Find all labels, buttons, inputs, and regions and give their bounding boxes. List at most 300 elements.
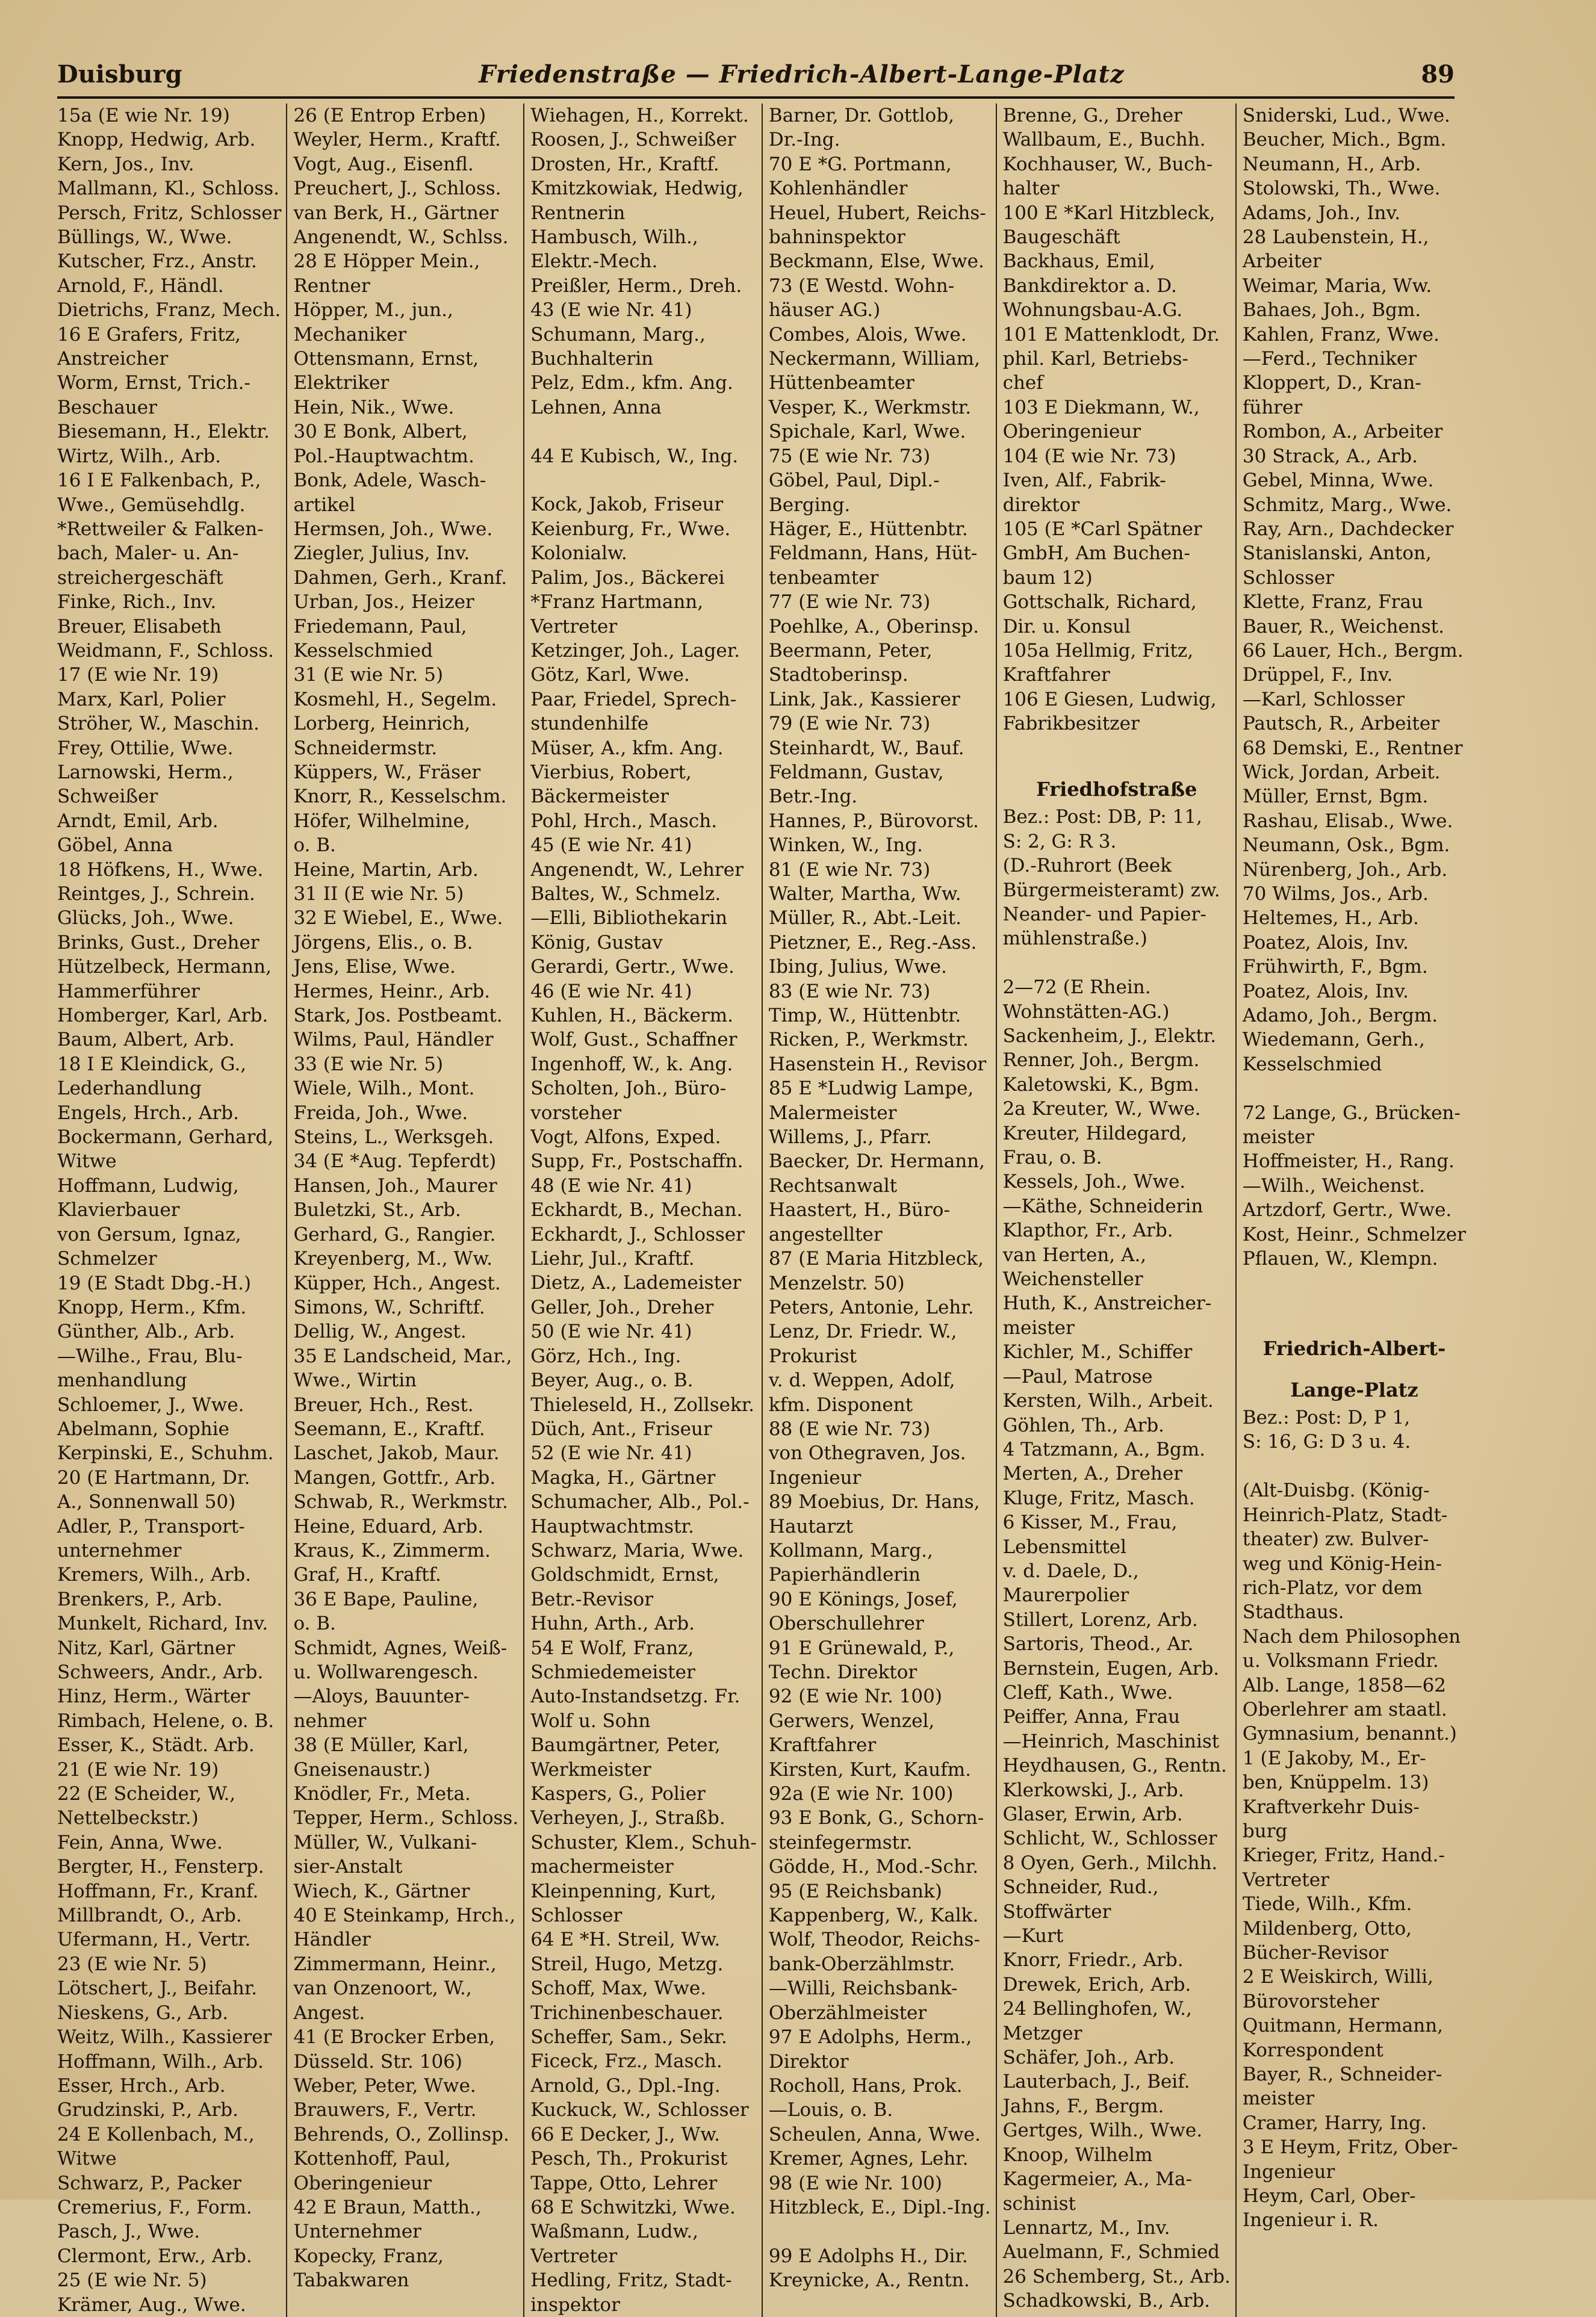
directory-entry: 79 (E wie Nr. 73) bbox=[768, 713, 931, 735]
directory-entry: Höpper, M., jun., bbox=[293, 299, 453, 321]
directory-entry: Buletzki, St., Arb. bbox=[293, 1199, 461, 1221]
directory-entry: 93 E Bonk, G., Schorn- bbox=[768, 1807, 984, 1829]
directory-entry: Wallbaum, E., Buchh. bbox=[1002, 129, 1206, 151]
directory-entry: Bäckermeister bbox=[530, 786, 669, 808]
directory-entry: Günther, Alb., Arb. bbox=[57, 1321, 235, 1343]
directory-entry: 91 E Grünewald, P., bbox=[768, 1637, 955, 1659]
directory-entry: Bankdirektor a. D. bbox=[1002, 275, 1177, 297]
directory-entry: —Kurt bbox=[1002, 1925, 1064, 1947]
blank-line bbox=[1243, 1454, 1466, 1478]
directory-entry: 28 Laubenstein, H., bbox=[1242, 226, 1429, 249]
column-6 bbox=[1235, 104, 1471, 2317]
directory-entry: 38 (E Müller, Karl, bbox=[293, 1734, 469, 1757]
directory-entry: Ingenieur bbox=[1242, 2160, 1335, 2183]
directory-entry: A., Sonnenwall 50) bbox=[57, 1491, 236, 1513]
directory-entry: Mechaniker bbox=[293, 323, 407, 346]
directory-entry: Hoffmann, Ludwig, bbox=[57, 1174, 239, 1197]
directory-entry: Tepper, Herm., Schloss. bbox=[293, 1807, 519, 1829]
directory-entry: Auelmann, F., Schmied bbox=[1002, 2241, 1220, 2263]
directory-entry: 45 (E wie Nr. 41) bbox=[530, 834, 692, 857]
directory-entry: Kochhauser, W., Buch- bbox=[1002, 153, 1213, 175]
directory-entry: Hauptwachtmstr. bbox=[530, 1515, 694, 1537]
directory-entry: 21 (E wie Nr. 19) bbox=[57, 1758, 219, 1781]
directory-entry: *Rettweiler & Falken- bbox=[57, 518, 264, 540]
directory-entry: Schneider, Rud., bbox=[1002, 1876, 1159, 1899]
directory-entry: 103 E Diekmann, W., bbox=[1002, 396, 1200, 418]
directory-entry: Nitz, Karl, Gärtner bbox=[57, 1637, 235, 1659]
directory-entry: 18 Höfkens, H., Wwe. bbox=[57, 858, 264, 881]
directory-entry: 83 (E wie Nr. 73) bbox=[768, 980, 931, 1002]
directory-entry: 52 (E wie Nr. 41) bbox=[530, 1442, 692, 1465]
directory-entry: 16 E Grafers, Fritz, bbox=[57, 323, 241, 346]
header-street-range: Friedenstraße — Friedrich-Albert-Lange-Platz bbox=[479, 60, 1125, 88]
directory-entry: Poatez, Alois, Inv. bbox=[1242, 931, 1409, 954]
directory-entry: Klerkowski, J., Arb. bbox=[1002, 1779, 1184, 1801]
directory-entry: Hein, Nik., Wwe. bbox=[293, 396, 455, 418]
directory-entry: Lenz, Dr. Friedr. W., bbox=[768, 1321, 957, 1343]
directory-entry: 18 I E Kleindick, G., bbox=[57, 1053, 247, 1075]
directory-entry: 95 (E Reichsbank) bbox=[768, 1880, 942, 1902]
directory-entry: Drosten, Hr., Kraftf. bbox=[530, 153, 719, 175]
directory-entry: 54 E Wolf, Franz, bbox=[530, 1637, 694, 1659]
directory-entry: Gertges, Wilh., Wwe. bbox=[1002, 2120, 1203, 2142]
directory-entry: 36 E Bape, Pauline, bbox=[293, 1588, 479, 1610]
directory-entry: Baugeschäft bbox=[1002, 226, 1120, 249]
directory-entry: Gerhard, G., Rangier. bbox=[293, 1223, 496, 1245]
directory-entry: Streil, Hugo, Metzg. bbox=[530, 1953, 724, 1975]
directory-entry: (D.-Ruhrort (Beek bbox=[1002, 855, 1172, 877]
directory-entry: Iven, Alf., Fabrik- bbox=[1002, 470, 1166, 492]
directory-entry: 100 E *Karl Hitzbleck, bbox=[1002, 202, 1216, 224]
directory-entry: Göbel, Paul, Dipl.- bbox=[768, 470, 940, 492]
directory-entry: Ingenieur i. R. bbox=[1242, 2209, 1379, 2232]
directory-entry: van Onzenoort, W., bbox=[293, 1977, 472, 2000]
directory-entry: Schmiedemeister bbox=[530, 1661, 695, 1683]
directory-entry: u. Volksmann Friedr. bbox=[1242, 1650, 1439, 1672]
blank-line bbox=[1243, 1271, 1466, 1295]
directory-entry: Backhaus, Emil, bbox=[1002, 250, 1155, 273]
directory-entry: —Karl, Schlosser bbox=[1242, 688, 1405, 710]
directory-entry: Hitzbleck, E., Dipl.-Ing. bbox=[768, 2196, 991, 2218]
directory-entry: 46 (E wie Nr. 41) bbox=[530, 980, 692, 1002]
directory-entry: 25 (E wie Nr. 5) bbox=[57, 2269, 207, 2292]
directory-entry: 85 E *Ludwig Lampe, bbox=[768, 1078, 974, 1100]
directory-entry: Walter, Martha, Ww. bbox=[768, 883, 961, 905]
directory-entry: sier-Anstalt bbox=[293, 1856, 403, 1878]
directory-entry: Brenne, G., Dreher bbox=[1002, 105, 1182, 126]
directory-entry: Wiedemann, Gerh., bbox=[1242, 1029, 1425, 1051]
directory-entry: Fein, Anna, Wwe. bbox=[57, 1831, 223, 1853]
directory-entry: Dr.-Ing. bbox=[768, 129, 840, 151]
directory-entry: Stadthaus. bbox=[1242, 1601, 1344, 1624]
directory-entry: Lennartz, M., Inv. bbox=[1002, 2216, 1170, 2239]
directory-entry: Behrends, O., Zollinsp. bbox=[293, 2123, 509, 2145]
directory-entry: burg bbox=[1242, 1820, 1288, 1842]
directory-entry: Willems, J., Pfarr. bbox=[768, 1126, 932, 1149]
directory-entry: 32 E Wiebel, E., Wwe. bbox=[293, 907, 503, 929]
directory-entry: Lorberg, Heinrich, bbox=[293, 713, 471, 735]
directory-entry: Schmitz, Marg., Wwe. bbox=[1242, 494, 1452, 516]
directory-entry: Nettelbeckstr.) bbox=[57, 1807, 199, 1829]
directory-entry: Betr.-Ing. bbox=[768, 786, 858, 808]
directory-entry: Küpper, Hch., Angest. bbox=[293, 1272, 501, 1294]
directory-entry: Prokurist bbox=[768, 1345, 857, 1367]
directory-entry: weg und König-Hein- bbox=[1242, 1552, 1442, 1575]
directory-entry: —Louis, o. B. bbox=[768, 2099, 893, 2121]
directory-entry: Klavierbauer bbox=[57, 1199, 180, 1221]
directory-entry: Lebensmittel bbox=[1002, 1536, 1127, 1558]
directory-entry: 66 E Decker, J., Ww. bbox=[530, 2123, 720, 2145]
directory-entry: Witwe bbox=[57, 1150, 117, 1173]
directory-entry: Schäfer, Joh., Arb. bbox=[1002, 2047, 1175, 2069]
directory-entry: 2 E Weiskirch, Willi, bbox=[1242, 1966, 1433, 1988]
directory-entry: 105 (E *Carl Spätner bbox=[1002, 518, 1202, 540]
directory-entry: Schlicht, W., Schlosser bbox=[1002, 1828, 1217, 1850]
directory-entry: Clermont, Erw., Arb. bbox=[57, 2245, 252, 2267]
street-heading: Friedhofstraße bbox=[1036, 777, 1197, 801]
directory-entry: Magka, H., Gärtner bbox=[530, 1466, 716, 1489]
directory-entry: Thieleseld, H., Zollsekr. bbox=[530, 1394, 755, 1416]
directory-entry: Pol.-Hauptwachtm. bbox=[293, 445, 474, 467]
directory-entry: Kessels, Joh., Wwe. bbox=[1002, 1171, 1186, 1193]
directory-entry: 99 E Adolphs H., Dir. bbox=[768, 2245, 968, 2267]
directory-entry: 40 E Steinkamp, Hrch., bbox=[293, 1905, 516, 1927]
directory-entry: 33 (E wie Nr. 5) bbox=[293, 1053, 444, 1075]
directory-entry: Schumacher, Alb., Pol.- bbox=[530, 1491, 750, 1513]
directory-entry: Neckermann, William, bbox=[768, 348, 980, 370]
directory-entry: 81 (E wie Nr. 73) bbox=[768, 858, 931, 881]
directory-entry: Göhlen, Th., Arb. bbox=[1002, 1414, 1165, 1436]
directory-entry: Hasenstein H., Revisor bbox=[768, 1053, 987, 1075]
running-head bbox=[57, 60, 1455, 96]
directory-entry: Neander- und Papier- bbox=[1002, 903, 1206, 925]
directory-entry: Poehlke, A., Oberinsp. bbox=[768, 615, 980, 637]
directory-entry: S: 2, G: R 3. bbox=[1002, 830, 1117, 852]
directory-entry: Jörgens, Elis., o. B. bbox=[293, 931, 473, 954]
directory-entry: Munkelt, Richard, Inv. bbox=[57, 1613, 269, 1635]
directory-entry: Graf, H., Kraftf. bbox=[293, 1564, 441, 1586]
directory-entry: Vogt, Alfons, Exped. bbox=[530, 1126, 721, 1149]
directory-entry: Breuer, Elisabeth bbox=[57, 615, 222, 637]
directory-entry: 15a (E wie Nr. 19) bbox=[57, 105, 230, 126]
directory-entry: steinfegermstr. bbox=[768, 1831, 913, 1853]
directory-entry: Buchhalterin bbox=[530, 348, 654, 370]
directory-entry: Bürovorsteher bbox=[1242, 1990, 1379, 2012]
directory-entry: Oberingenieur bbox=[293, 2172, 432, 2194]
directory-entry: Cleff, Kath., Wwe. bbox=[1002, 1681, 1173, 1704]
directory-entry: Metzger bbox=[1002, 2022, 1082, 2044]
column-4 bbox=[762, 104, 996, 2317]
directory-entry: Wick, Jordan, Arbeit. bbox=[1242, 761, 1441, 783]
directory-entry: Kolonialw. bbox=[530, 542, 627, 565]
directory-entry: Hansen, Joh., Maurer bbox=[293, 1174, 497, 1197]
directory-entry: 16 I E Falkenbach, P., bbox=[57, 470, 261, 492]
directory-entry: Heym, Carl, Ober- bbox=[1242, 2185, 1416, 2207]
directory-entry: Pautsch, R., Arbeiter bbox=[1242, 713, 1440, 735]
directory-entry: Krieger, Fritz, Hand.- bbox=[1242, 1844, 1445, 1867]
directory-entry: Cremerius, F., Form. bbox=[57, 2196, 252, 2218]
directory-entry: Kesselschmied bbox=[293, 639, 433, 662]
directory-entry: Glaser, Erwin, Arb. bbox=[1002, 1804, 1183, 1825]
directory-entry: bach, Maler- u. An- bbox=[57, 542, 239, 565]
directory-entry: Kappenberg, W., Kalk. bbox=[768, 1905, 979, 1927]
directory-entry: 31 (E wie Nr. 5) bbox=[293, 664, 444, 686]
directory-entry: Scholten, Joh., Büro- bbox=[530, 1078, 727, 1100]
directory-entry: Kirsten, Kurt, Kaufm. bbox=[768, 1758, 971, 1781]
directory-entry: Kutscher, Frz., Anstr. bbox=[57, 250, 257, 273]
directory-entry: Kosmehl, H., Segelm. bbox=[293, 688, 497, 710]
directory-entry: Dietrichs, Franz, Mech. bbox=[57, 299, 281, 321]
directory-entry: Barner, Dr. Gottlob, bbox=[768, 105, 955, 126]
directory-entry: Baum, Albert, Arb. bbox=[57, 1029, 235, 1051]
directory-entry: 28 E Höpper Mein., bbox=[293, 250, 480, 273]
directory-entry: 50 (E wie Nr. 41) bbox=[530, 1321, 692, 1343]
directory-entry: Frau, o. B. bbox=[1002, 1147, 1102, 1169]
directory-entry: Hermsen, Joh., Wwe. bbox=[293, 518, 493, 540]
column-5 bbox=[996, 104, 1235, 2317]
directory-entry: Verheyen, J., Straßb. bbox=[530, 1807, 725, 1829]
directory-entry: meister bbox=[1242, 1126, 1315, 1149]
directory-entry: Wiehagen, H., Korrekt. bbox=[530, 105, 749, 126]
directory-entry: Kuhlen, H., Bäckerm. bbox=[530, 1005, 733, 1026]
directory-entry: 22 (E Scheider, W., bbox=[57, 1783, 236, 1805]
directory-entry: Kock, Jakob, Friseur bbox=[530, 494, 724, 516]
directory-entry: Malermeister bbox=[768, 1102, 897, 1124]
directory-entry: Angenendt, W., Lehrer bbox=[530, 858, 744, 881]
directory-entry: Goldschmidt, Ernst, bbox=[530, 1564, 719, 1586]
directory-entry: —Aloys, Bauunter- bbox=[293, 1686, 470, 1708]
directory-entry: Kern, Jos., Inv. bbox=[57, 153, 194, 175]
directory-entry: Müller, Ernst, Bgm. bbox=[1242, 786, 1429, 808]
directory-entry: Gebel, Minna, Wwe. bbox=[1242, 470, 1434, 492]
directory-entry: Heine, Martin, Arb. bbox=[293, 858, 479, 881]
directory-entry: Lehnen, Anna bbox=[530, 396, 662, 418]
directory-entry: Rimbach, Helene, o. B. bbox=[57, 1710, 275, 1732]
directory-entry: Millbrandt, O., Arb. bbox=[57, 1905, 242, 1927]
directory-entry: Hautarzt bbox=[768, 1515, 853, 1537]
column-3 bbox=[523, 104, 762, 2317]
blank-line bbox=[1003, 951, 1231, 975]
directory-entry: Ficeck, Frz., Masch. bbox=[530, 2050, 722, 2073]
directory-entry: Kraftfahrer bbox=[1002, 664, 1110, 686]
directory-entry: Vesper, K., Werkmstr. bbox=[768, 396, 972, 418]
directory-entry: Vogt, Aug., Eisenfl. bbox=[293, 153, 474, 175]
directory-entry: Oberingenieur bbox=[1002, 421, 1141, 443]
directory-entry: unternehmer bbox=[57, 1539, 182, 1562]
directory-entry: Poatez, Alois, Inv. bbox=[1242, 980, 1409, 1002]
directory-entry: Lauterbach, J., Beif. bbox=[1002, 2071, 1190, 2093]
directory-entry: —Heinrich, Maschinist bbox=[1002, 1730, 1220, 1752]
directory-entry: GmbH, Am Buchen- bbox=[1002, 542, 1190, 565]
directory-entry: Oberzählmeister bbox=[768, 2002, 927, 2024]
directory-entry: Kahlen, Franz, Wwe. bbox=[1242, 323, 1439, 346]
directory-entry: mühlenstraße.) bbox=[1002, 928, 1147, 950]
directory-entry: 98 (E wie Nr. 100) bbox=[768, 2172, 942, 2194]
directory-entry: stundenhilfe bbox=[530, 713, 649, 735]
directory-entry: 24 E Kollenbach, M., bbox=[57, 2123, 255, 2145]
directory-entry: Hammerführer bbox=[57, 980, 200, 1002]
directory-entry: Pesch, Th., Prokurist bbox=[530, 2148, 728, 2170]
directory-entry: Rashau, Elisab., Wwe. bbox=[1242, 810, 1453, 832]
directory-entry: Cramer, Harry, Ing. bbox=[1242, 2112, 1427, 2134]
directory-entry: Kichler, M., Schiffer bbox=[1002, 1341, 1193, 1363]
directory-entry: phil. Karl, Betriebs- bbox=[1002, 348, 1188, 370]
directory-entry: Quitmann, Hermann, bbox=[1242, 2015, 1444, 2037]
directory-entry: Wolf, Gust., Schaffner bbox=[530, 1029, 737, 1051]
directory-entry: Nürenberg, Joh., Arb. bbox=[1242, 858, 1448, 881]
directory-entry: nehmer bbox=[293, 1710, 367, 1732]
directory-entry: kfm. Disponent bbox=[768, 1394, 913, 1416]
directory-entry: Vierbius, Robert, bbox=[530, 761, 692, 783]
directory-entry: Nach dem Philosophen bbox=[1242, 1625, 1461, 1648]
directory-entry: Kraus, K., Zimmerm. bbox=[293, 1539, 491, 1562]
directory-entry: Jahns, F., Bergm. bbox=[1002, 2095, 1164, 2117]
directory-entry: Preuchert, J., Schloss. bbox=[293, 178, 501, 200]
directory-entry: Klette, Franz, Frau bbox=[1242, 591, 1423, 613]
directory-entry: Weidmann, F., Schloss. bbox=[57, 639, 275, 662]
directory-entry: Kollmann, Marg., bbox=[768, 1539, 933, 1562]
directory-entry: Nieskens, G., Arb. bbox=[57, 2002, 229, 2024]
directory-entry: Müller, W., Vulkani- bbox=[293, 1831, 477, 1853]
directory-entry: Weichensteller bbox=[1002, 1268, 1143, 1291]
directory-entry: 30 E Bonk, Albert, bbox=[293, 421, 468, 443]
directory-entry: *Franz Hartmann, bbox=[530, 591, 704, 613]
directory-entry: Ströher, W., Maschin. bbox=[57, 713, 259, 735]
directory-entry: Esser, K., Städt. Arb. bbox=[57, 1734, 255, 1757]
directory-entry: Baltes, W., Schmelz. bbox=[530, 882, 721, 905]
directory-entry: Vertreter bbox=[530, 2245, 618, 2267]
directory-entry: Düsseld. Str. 106) bbox=[293, 2050, 462, 2073]
directory-entry: Larnowski, Herm., bbox=[57, 761, 234, 783]
directory-entry: Wolf, Theodor, Reichs- bbox=[768, 1929, 980, 1951]
directory-entry: Gerardi, Gertr., Wwe. bbox=[530, 956, 734, 978]
directory-entry: Schwarz, P., Packer bbox=[57, 2172, 241, 2194]
directory-entry: v. d. Daele, D., bbox=[1002, 1560, 1139, 1582]
directory-entry: 31 II (E wie Nr. 5) bbox=[293, 883, 464, 905]
directory-entry: Glücks, Joh., Wwe. bbox=[57, 907, 234, 929]
directory-entry: Dahmen, Gerh., Kranf. bbox=[293, 566, 508, 589]
directory-entry: Wohnungsbau-A.G. bbox=[1002, 299, 1183, 321]
directory-entry: Alb. Lange, 1858—62 bbox=[1242, 1674, 1447, 1696]
directory-entry: Dir. u. Konsul bbox=[1002, 615, 1131, 637]
directory-entry: Bahaes, Joh., Bgm. bbox=[1242, 299, 1421, 321]
directory-entry: Neumann, Osk., Bgm. bbox=[1242, 834, 1450, 857]
directory-entry: Hambusch, Wilh., bbox=[530, 226, 698, 249]
directory-entry: Papierhändlerin bbox=[768, 1564, 921, 1586]
directory-entry: 17 (E wie Nr. 19) bbox=[57, 664, 219, 686]
directory-entry: Haastert, H., Büro- bbox=[768, 1199, 950, 1221]
directory-entry: Jens, Elise, Wwe. bbox=[293, 956, 456, 978]
directory-entry: Schweers, Andr., Arb. bbox=[57, 1661, 264, 1683]
directory-entry: Elektr.-Mech. bbox=[530, 250, 658, 273]
directory-entry: Arndt, Emil, Arb. bbox=[57, 810, 219, 832]
directory-entry: Kerpinski, E., Schuhm. bbox=[57, 1442, 274, 1465]
page-number: 89 bbox=[1421, 60, 1455, 88]
directory-entry: Homberger, Karl, Arb. bbox=[57, 1005, 269, 1027]
directory-entry: 92a (E wie Nr. 100) bbox=[768, 1783, 954, 1805]
directory-entry: Gottschalk, Richard, bbox=[1002, 591, 1197, 613]
directory-entry: Rentnerin bbox=[530, 202, 626, 224]
directory-entry: Berging. bbox=[768, 494, 851, 516]
directory-entry: Angest. bbox=[293, 2002, 365, 2024]
directory-entry: Scheffer, Sam., Sekr. bbox=[530, 2026, 727, 2049]
directory-entry: Höfer, Wilhelmine, bbox=[293, 810, 470, 832]
directory-entry: Stolowski, Th., Wwe. bbox=[1242, 178, 1441, 200]
directory-entry: Mallmann, Kl., Schloss. bbox=[57, 178, 280, 200]
directory-entry: Liehr, Jul., Kraftf. bbox=[530, 1248, 695, 1270]
directory-entry: 77 (E wie Nr. 73) bbox=[768, 591, 931, 613]
directory-entry: Heltemes, H., Arb. bbox=[1242, 907, 1419, 929]
directory-entry: 97 E Adolphs, Herm., bbox=[768, 2026, 972, 2049]
directory-entry: Betr.-Revisor bbox=[530, 1588, 654, 1610]
directory-entry: Paar, Friedel, Sprech- bbox=[530, 688, 737, 710]
directory-entry: Knoop, Wilhelm bbox=[1002, 2144, 1153, 2166]
directory-entry: Knödler, Fr., Meta. bbox=[293, 1783, 471, 1805]
directory-entry: Wohnstätten-AG.) bbox=[1002, 1000, 1170, 1023]
directory-entry: Arnold, G., Dpl.-Ing. bbox=[530, 2074, 721, 2097]
directory-entry: führer bbox=[1242, 396, 1303, 418]
directory-entry: Heuel, Hubert, Reichs- bbox=[768, 202, 986, 224]
directory-entry: Peters, Antonie, Lehr. bbox=[768, 1296, 974, 1318]
directory-entry: Gödde, H., Mod.-Schr. bbox=[768, 1856, 979, 1878]
directory-entry: Kreynicke, A., Rentn. bbox=[768, 2269, 970, 2292]
directory-entry: Anstreicher bbox=[57, 348, 169, 370]
directory-entry: Kost, Heinr., Schmelzer bbox=[1242, 1223, 1466, 1245]
directory-entry: Vertreter bbox=[530, 615, 618, 637]
directory-entry: Schoff, Max, Wwe. bbox=[530, 1977, 707, 2000]
directory-entry: Kaspers, G., Polier bbox=[530, 1783, 706, 1805]
directory-entry: Klapthor, Fr., Arb. bbox=[1002, 1220, 1173, 1242]
directory-entry: Rocholl, Hans, Prok. bbox=[768, 2074, 963, 2097]
directory-entry: Winken, W., Ing. bbox=[768, 834, 923, 857]
directory-entry: Bernstein, Eugen, Arb. bbox=[1002, 1657, 1220, 1680]
directory-entry: Trichinenbeschauer. bbox=[530, 2002, 724, 2024]
directory-entry: Pietzner, E., Reg.-Ass. bbox=[768, 931, 977, 954]
directory-entry: 48 (E wie Nr. 41) bbox=[530, 1174, 692, 1197]
directory-entry: Wilms, Paul, Händler bbox=[293, 1029, 494, 1051]
directory-entry: Knorr, Friedr., Arb. bbox=[1002, 1949, 1184, 1971]
directory-entry: Stoffwärter bbox=[1002, 1900, 1111, 1923]
directory-entry: Kaletowski, K., Bgm. bbox=[1002, 1073, 1200, 1096]
directory-entry: Wirtz, Wilh., Arb. bbox=[57, 445, 222, 467]
directory-entry: Beucher, Mich., Bgm. bbox=[1242, 129, 1447, 151]
directory-entry: 68 Demski, E., Rentner bbox=[1242, 737, 1463, 759]
directory-entry: —Willi, Reichsbank- bbox=[768, 1977, 958, 2000]
directory-entry: Heine, Eduard, Arb. bbox=[293, 1515, 483, 1537]
directory-entry: —Elli, Bibliothekarin bbox=[530, 907, 728, 929]
directory-entry: Auto-Instandsetzg. Fr. bbox=[530, 1686, 741, 1708]
directory-entry: Schmidt, Agnes, Weiß- bbox=[293, 1637, 508, 1659]
directory-entry: Pasch, J., Wwe. bbox=[57, 2221, 200, 2243]
directory-entry: 64 E *H. Streil, Ww. bbox=[530, 1929, 721, 1951]
directory-entry: Kraftfahrer bbox=[768, 1734, 877, 1757]
directory-entry: Abelmann, Sophie bbox=[57, 1418, 229, 1440]
directory-entry: Schlosser bbox=[1242, 566, 1335, 589]
directory-entry: (Alt-Duisbg. (König- bbox=[1242, 1480, 1430, 1502]
directory-entry: 20 (E Hartmann, Dr. bbox=[57, 1466, 250, 1489]
directory-entry: Beckmann, Else, Wwe. bbox=[768, 250, 984, 273]
directory-entry: 19 (E Stadt Dbg.-H.) bbox=[57, 1272, 252, 1294]
directory-entry: 4 Tatzmann, A., Bgm. bbox=[1002, 1438, 1206, 1460]
directory-entry: 70 Wilms, Jos., Arb. bbox=[1242, 883, 1429, 905]
directory-entry: Huhn, Arth., Arb. bbox=[530, 1613, 695, 1635]
directory-entry: Beermann, Peter, bbox=[768, 639, 933, 662]
directory-entry: Lötschert, J., Beifahr. bbox=[57, 1977, 258, 2000]
directory-entry: 66 Lauer, Hch., Bergm. bbox=[1242, 639, 1464, 662]
directory-columns bbox=[57, 104, 1466, 2316]
directory-entry: Persch, Fritz, Schlosser bbox=[57, 202, 282, 224]
directory-entry: o. B. bbox=[293, 834, 336, 857]
